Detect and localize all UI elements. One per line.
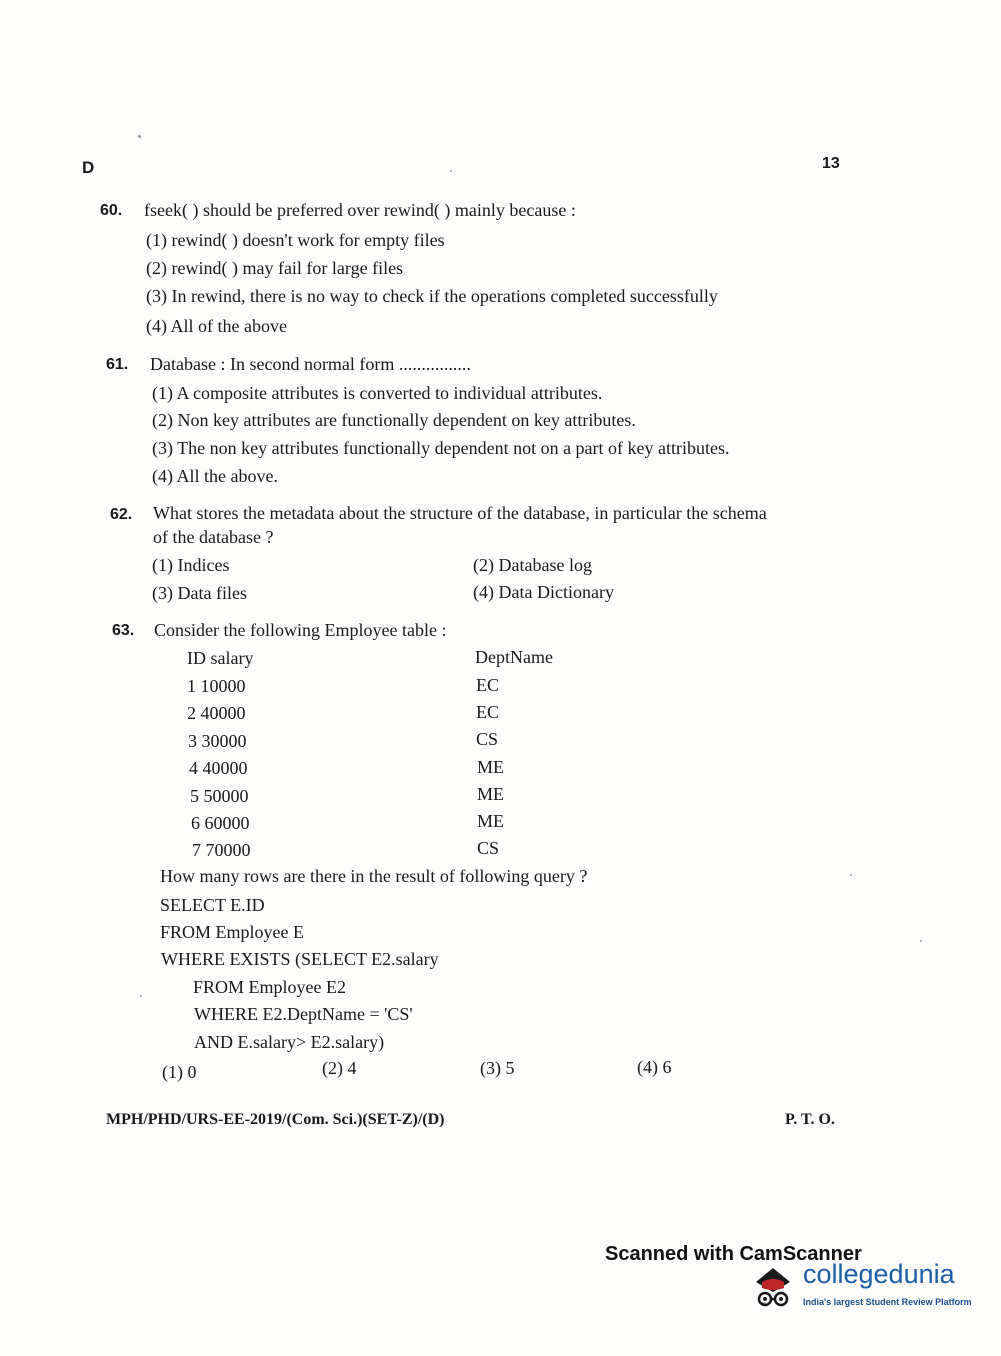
option-62-4: (4) Data Dictionary bbox=[473, 582, 614, 602]
sql-line: WHERE EXISTS (SELECT E2.salary bbox=[161, 949, 439, 969]
collegedunia-logo-text: collegedunia bbox=[803, 1259, 955, 1289]
option-61-2: (2) Non key attributes are functionally dependent on key attributes. bbox=[152, 410, 636, 430]
option-62-2: (2) Database log bbox=[473, 555, 592, 575]
table-row: 3 30000 bbox=[188, 731, 247, 751]
collegedunia-tagline: India's largest Student Review Platform bbox=[803, 1297, 972, 1307]
table-cell-dept: EC bbox=[476, 675, 500, 695]
question-text-61: Database : In second normal form ................ bbox=[150, 354, 471, 374]
option-61-4: (4) All the above. bbox=[152, 466, 278, 486]
option-60-3: (3) In rewind, there is no way to check if the operations completed successfully bbox=[146, 286, 718, 306]
page-number: 13 bbox=[822, 155, 840, 172]
question-number-62: 62. bbox=[110, 506, 133, 523]
table-row: 2 40000 bbox=[187, 703, 246, 723]
scan-speck bbox=[140, 995, 142, 997]
table-row: 4 40000 bbox=[189, 758, 248, 778]
option-63-4: (4) 6 bbox=[637, 1057, 672, 1077]
option-60-1: (1) rewind( ) doesn't work for empty files bbox=[146, 230, 445, 250]
table-row: 7 70000 bbox=[192, 840, 251, 860]
collegedunia-mascot-icon bbox=[748, 1262, 798, 1312]
table-row: 6 60000 bbox=[191, 813, 250, 833]
table-cell-dept: EC bbox=[476, 702, 500, 722]
table-cell-dept: ME bbox=[477, 757, 504, 777]
table-row: 1 10000 bbox=[187, 676, 246, 696]
scan-speck bbox=[850, 874, 852, 876]
option-62-1: (1) Indices bbox=[152, 555, 230, 575]
option-63-3: (3) 5 bbox=[480, 1058, 515, 1078]
question-text-63: Consider the following Employee table : bbox=[154, 620, 447, 640]
sql-line: SELECT E.ID bbox=[160, 895, 265, 915]
option-63-1: (1) 0 bbox=[162, 1062, 197, 1082]
table-cell-dept: ME bbox=[477, 811, 504, 831]
option-60-2: (2) rewind( ) may fail for large files bbox=[146, 258, 404, 278]
question-number-63: 63. bbox=[112, 622, 135, 639]
question-number-60: 60. bbox=[100, 202, 123, 219]
question-63-prompt: How many rows are there in the result of following query ? bbox=[160, 866, 588, 886]
sql-line: FROM Employee E bbox=[160, 922, 304, 942]
option-62-3: (3) Data files bbox=[152, 583, 247, 603]
scan-speck bbox=[920, 940, 922, 942]
sql-line: AND E.salary> E2.salary) bbox=[194, 1032, 385, 1052]
camscanner-watermark: Scanned with CamScanner bbox=[605, 1243, 862, 1265]
table-cell-dept: CS bbox=[476, 729, 499, 749]
question-number-61: 61. bbox=[106, 356, 129, 373]
option-61-3: (3) The non key attributes functionally dependent not on a part of key attributes. bbox=[152, 438, 730, 458]
question-text-62-line2: of the database ? bbox=[153, 527, 274, 547]
table-header-left: ID salary bbox=[187, 648, 254, 668]
pto-label: P. T. O. bbox=[785, 1111, 835, 1128]
sql-line: FROM Employee E2 bbox=[193, 977, 346, 997]
set-letter: D bbox=[82, 158, 95, 177]
paper-code: MPH/PHD/URS-EE-2019/(Com. Sci.)(SET-Z)/(D) bbox=[106, 1111, 445, 1128]
question-text-62-line1: What stores the metadata about the structure of the database, in particular the schema bbox=[153, 503, 767, 523]
table-cell-dept: ME bbox=[477, 784, 504, 804]
table-row: 5 50000 bbox=[190, 786, 249, 806]
table-header-right: DeptName bbox=[475, 647, 553, 667]
sql-line: WHERE E2.DeptName = 'CS' bbox=[194, 1004, 413, 1024]
scan-speck bbox=[138, 135, 141, 138]
option-60-4: (4) All of the above bbox=[146, 316, 287, 336]
option-61-1: (1) A composite attributes is converted to individual attributes. bbox=[152, 383, 603, 403]
option-63-2: (2) 4 bbox=[322, 1058, 357, 1078]
scan-speck bbox=[450, 170, 452, 172]
table-cell-dept: CS bbox=[477, 838, 500, 858]
question-text-60: fseek( ) should be preferred over rewind( ) mainly because : bbox=[144, 200, 576, 220]
